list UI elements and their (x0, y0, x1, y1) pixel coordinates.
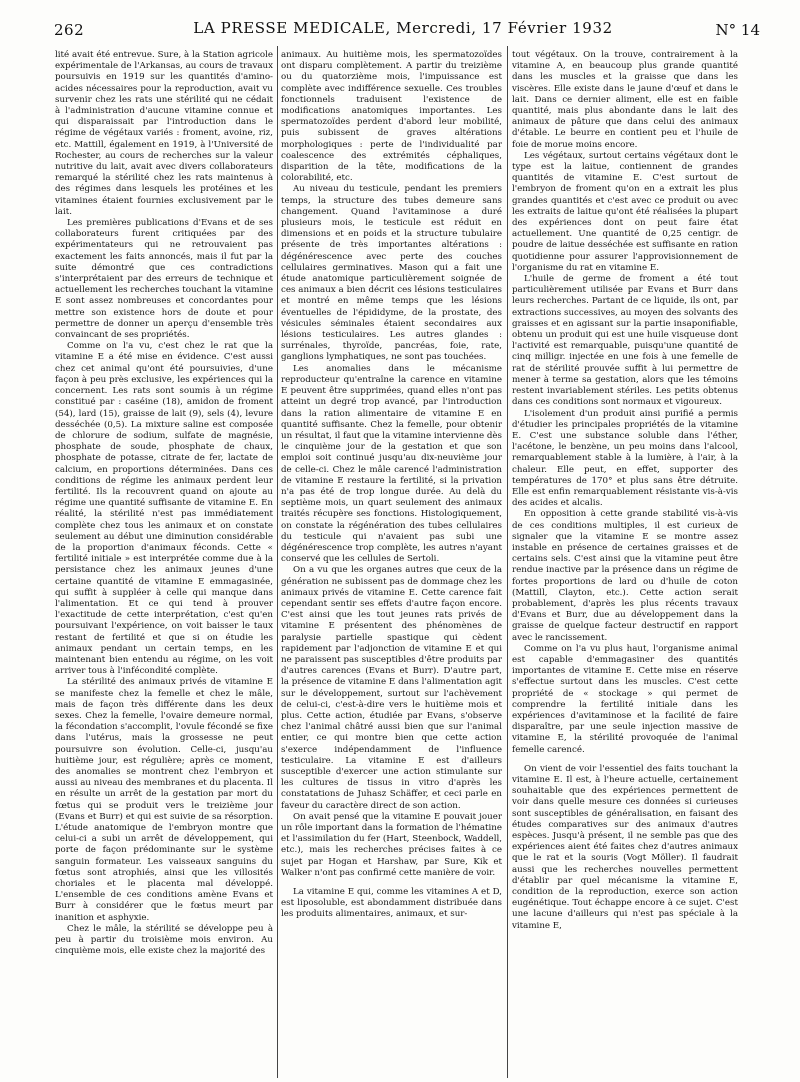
paragraph: On vient de voir l'essentiel des faits touchant la vitamine E. Il est, à l'heure actuelle, certainement souhaitable que des expériences permettent de voir dans quelle mesure ces données si curieuses sont susceptibles de généralisation, en faisant des études comparatives sur des animaux d'autres espèces. Jusqu'à présent, il ne semble pas que des expériences aient été faites chez d'autres animaux que le rat et la souris (Vogt Möller). Il faudrait aussi que les recherches nouvelles permettent d'établir par quel mécanisme la vitamine E, condition de la reproduction, exerce son action eugénétique. Tout échappe encore à ce sujet. C'est une lacune d'ailleurs qui n'est pas spéciale à la vitamine E, (512, 763, 738, 931)
issue-number: N° 14 (715, 21, 760, 39)
journal-title: LA PRESSE MEDICALE, Mercredi, 17 Février 1932 (193, 19, 613, 37)
paragraph: Comme on l'a vu plus haut, l'organisme animal est capable d'emmagasiner des quantités importantes de vitamine E. Cette mise en réserve s'effectue surtout dans les muscles. C'est cette propriété de « stockage » qui permet de comprendre la fertilité initiale dans les expériences d'avitaminose et la facilité de faire disparaître, par une seule injection massive de vitamine E, la stérilité provoquée de l'animal femelle carencé. (512, 643, 738, 755)
paragraph: L'huile de germe de froment a été tout particulièrement utilisée par Evans et Burr dans leurs recherches. Partant de ce liquide, ils ont, par extractions successives, au moyen des solvants des graisses et en agissant sur la partie insaponifiable, obtenu un produit qui est une huile visqueuse dont l'activité est remarquable, puisqu'une quantité de cinq milligr. injectée en une fois à une femelle de rat de stérilité prouvée suffit à lui permettre de mener à terme sa gestation, alors que les témoins restent invariablement stériles. Les petits obtenus dans ces conditions sont normaux et vigoureux. (512, 274, 738, 408)
paragraph: animaux. Au huitième mois, les spermatozoïdes ont disparu complètement. A partir du treizième ou du quatorzième mois, l'impuissance est complète avec indifférence sexuelle. Ces troubles fonctionnels traduisent l'existence de modifications anatomiques importantes. Les spermatozoïdes perdent d'abord leur mobilité, puis subissent de graves altérations morphologiques : perte de l'individualité par coalescence des extrémités céphaliques, disparition de la tête, modifications de la colorabilité, etc. (281, 50, 502, 184)
paragraph: On avait pensé que la vitamine E pouvait jouer un rôle important dans la formation de l'hématine et l'assimilation du fer (Hart, Steenbock, Waddell, etc.), mais les recherches précises faites à ce sujet par Hogan et Harshaw, par Sure, Kik et Walker n'ont pas confirmé cette manière de voir. (281, 811, 502, 878)
paragraph: Les anomalies dans le mécanisme reproducteur qu'entraîne la carence en vitamine E peuvent être supprimées, quand elles n'ont pas atteint un degré trop avancé, par l'introduction dans la ration alimentaire de vitamine E en quantité suffisante. Chez la femelle, pour obtenir un résultat, il faut que la vitamine intervienne dès le cinquième jour de la gestation et que son emploi soit continué jusqu'au dix-neuvième jour de celle-ci. Chez le mâle carencé l'administration de vitamine E restaure la fertilité, si la privation n'a pas été de trop longue durée. Au delà du septième mois, un quart seulement des animaux traités récupère ses fonctions. Histologiquement, on constate la régénération des tubes cellulaires du testicule qui n'avaient pas subi une dégénérescence trop complète, les autres n'ayant conservé que les cellules de Sertoli. (281, 363, 502, 565)
paragraph: On a vu que les organes autres que ceux de la génération ne subissent pas de dommage chez les animaux privés de vitamine E. Cette carence fait cependant sentir ses effets d'autre façon encore. C'est ainsi que les tout jeunes rats privés de vitamine E présentent des phénomènes de paralysie partielle spastique qui cèdent rapidement par l'adjonction de vitamine E et qui ne paraissent pas susceptibles d'être produits par d'autres carences (Evans et Burr). D'autre part, la présence de vitamine E dans l'alimentation agit sur le développement, surtout sur l'achèvement de celui-ci, c'est-à-dire vers le huitième mois et plus. Cette action, étudiée par Evans, s'observe chez l'animal châtré aussi bien que sur l'animal entier, ce qui montre bien que cette action s'exerce indépendamment de l'influence testiculaire. La vitamine E est d'ailleurs susceptible d'exercer une action stimulante sur les cultures de tissus in vitro d'après les constatations de Juhasz Schäffer, et ceci parle en faveur du caractère direct de son action. (281, 565, 502, 811)
text-column-1 (55, 50, 273, 1080)
paragraph: Les végétaux, surtout certains végétaux dont le type est la laitue, contiennent de grandes quantités de vitamine E. C'est surtout de l'embryon de froment qu'on en a extrait les plus grandes quantités et c'est avec ce produit ou avec les extraits de laitue qu'ont été réalisées la plupart des expériences dont on peut faire état actuellement. Une quantité de 0,25 centigr. de poudre de laitue desséchée est suffisante en ration quotidienne pour assurer l'approvisionnement de l'organisme du rat en vitamine E. (512, 150, 738, 273)
column-divider (507, 46, 508, 1078)
paragraph: L'isolement d'un produit ainsi purifié a permis d'étudier les principales propriétés de la vitamine E. C'est une substance soluble dans l'éther, l'acétone, le benzène, un peu moins dans l'alcool, remarquablement stable à la lumière, à l'air, à la chaleur. Elle peut, en effet, supporter des températures de 170° et plus sans être détruite. Elle est enfin remarquablement résistante vis-à-vis des acides et alcalis. (512, 408, 738, 509)
paragraph: Comme on l'a vu, c'est chez le rat que la vitamine E a été mise en évidence. C'est aussi chez cet animal qu'ont été poursuivies, d'une façon à peu près exclusive, les expériences qui la concernent. Les rats sont soumis à un régime constitué par : caséine (18), amidon de froment (54), lard (15), graisse de lait (9), sels (4), levure desséchée (0,5). La mixture saline est composée de chlorure de sodium, sulfate de magnésie, phosphate de soude, phosphate de chaux, phosphate de potasse, citrate de fer, lactate de calcium, en proportions déterminées. Dans ces conditions de régime les animaux perdent leur fertilité. Ils la recouvrent quand on ajoute au régime une quantité suffisante de vitamine E. En réalité, la stérilité n'est pas immédiatement complète chez tous les animaux et on constate seulement au début une diminution considérable de la proportion d'animaux féconds. Cette « fertilité initiale » est interprétée comme due à la persistance chez les animaux jeunes d'une certaine quantité de vitamine E emmagasinée, qui suffit à suppléer à celle qui manque dans l'alimentation. Et ce qui tend à prouver l'exactitude de cette interprétation, c'est qu'en poursuivant l'expérience, on voit baisser le taux restant de fertilité et que si on étudie les animaux pendant un certain temps, en les maintenant bien entendu au régime, on les voit arriver tous à l'infécondité complète. (55, 341, 273, 677)
paragraph: La stérilité des animaux privés de vitamine E se manifeste chez la femelle et chez le mâle, mais de façon très différente dans les deux sexes. Chez la femelle, l'ovaire demeure normal, la fécondation s'accomplit, l'ovule fécondé se fixe dans l'utérus, mais la grossesse ne peut poursuivre son évolution. Celle-ci, jusqu'au huitième jour, est régulière; après ce moment, des anomalies se montrent chez l'embryon et aussi au niveau des membranes et du placenta. Il en résulte un arrêt de la gestation par mort du fœtus qui se produit vers le treizième jour (Evans et Burr) et qui est suivie de sa résorption. L'étude anatomique de l'embryon montre que celui-ci a subi un arrêt de développement, qui porte de façon prédominante sur le système sanguin formateur. Les vaisseaux sanguins du fœtus sont atrophiés, ainsi que les villosités choriales et le placenta mal développé. L'ensemble de ces conditions amène Evans et Burr à considérer que le fœtus meurt par inanition et asphyxie. (55, 677, 273, 923)
paragraph: tout végétaux. On la trouve, contrairement à la vitamine A, en beaucoup plus grande quantité dans les muscles et la graisse que dans les viscères. Elle existe dans le jaune d'œuf et dans le lait. Dans ce dernier aliment, elle est en faible quantité, mais plus abondante dans le lait des animaux de pâture que dans celui des animaux d'étable. Le beurre en contient peu et l'huile de foie de morue moins encore. (512, 50, 738, 150)
paragraph: En opposition à cette grande stabilité vis-à-vis de ces conditions multiples, il est curieux de signaler que la vitamine E se montre assez instable en présence de certaines graisses et de certains sels. C'est ainsi que la vitamine peut être rendue inactive par la présence dans un régime de fortes proportions de lard ou d'huile de coton (Mattill, Clayton, etc.). Cette action serait probablement, d'après les plus récents travaux d'Evans et Burr, due au développement dans la graisse de quelque facteur destructif en rapport avec le rancissement. (512, 509, 738, 643)
paragraph: Au niveau du testicule, pendant les premiers temps, la structure des tubes demeure sans changement. Quand l'avitaminose a duré plusieurs mois, le testicule est réduit en dimensions et en poids et la structure tubulaire présente de très importantes altérations : dégénérescence avec perte des couches cellulaires germinatives. Mason qui a fait une étude anatomique particulièrement soignée de ces animaux a bien décrit ces lésions testiculaires et montré en même temps que les lésions éventuelles de l'épididyme, de la prostate, des vésicules séminales étaient secondaires aux lésions testiculaires. Les autres glandes : surrénales, thyroïde, pancréas, foie, rate, ganglions lymphatiques, ne sont pas touchées. (281, 184, 502, 363)
text-column-3 (512, 50, 738, 1080)
paragraph: Chez le mâle, la stérilité se développe peu à peu à partir du troisième mois environ. Au cinquième mois, elle existe chez la majorité des (55, 923, 273, 957)
paragraph: Les premières publications d'Evans et de ses collaborateurs furent critiquées par des expérimentateurs qui ne retrouvaient pas exactement les faits annoncés, mais il fut par la suite démontré que ces contradictions s'interprétaient par des erreurs de technique et actuellement les recherches touchant la vitamine E sont assez nombreuses et concordantes pour mettre son existence hors de doute et pour permettre de donner un aperçu d'ensemble très convaincant de ses propriétés. (55, 218, 273, 341)
page-header (44, 18, 762, 42)
page-number: 262 (54, 21, 85, 39)
text-column-2 (281, 50, 502, 1080)
paragraph: lité avait été entrevue. Sure, à la Station agricole expérimentale de l'Arkansas, au cours de travaux poursuivis en 1919 sur les quantités d'amino-acides nécessaires pour la reproduction, avait vu survenir chez les rats une stérilité qui ne cédait à l'administration d'aucune vitamine connue et qui disparaissait par l'introduction dans le régime de végétaux variés : froment, avoine, riz, etc. Mattill, également en 1919, à l'Université de Rochester, au cours de recherches sur la valeur nutritive du lait, avait avec divers collaborateurs remarqué la stérilité chez les rats maintenus à des régimes dans lesquels les protéines et les vitamines étaient fournies exclusivement par le lait. (55, 50, 273, 217)
column-divider (277, 46, 278, 1078)
paragraph: La vitamine E qui, comme les vitamines A et D, est liposoluble, est abondamment distribuée dans les produits alimentaires, animaux, et sur- (281, 887, 502, 920)
